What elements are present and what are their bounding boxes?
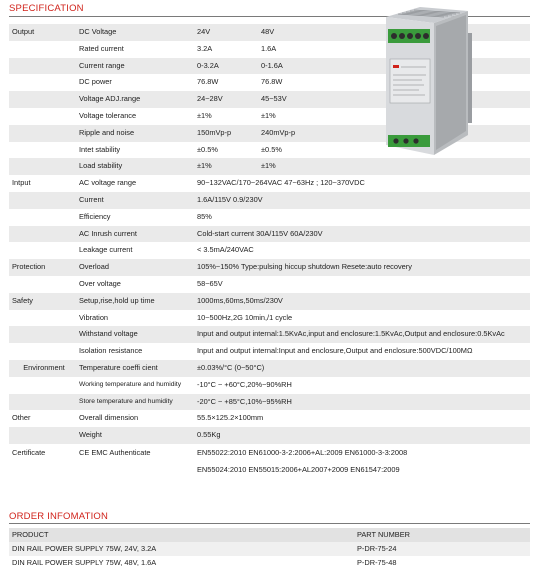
spec-parameter: Leakage current [79,245,133,255]
spec-value: Input and output internal:Input and enclosure,Output and enclosure:500VDC/100MΩ [197,346,473,356]
spec-row [9,259,530,276]
spec-value: EN55022:2010 EN61000-3-2:2006+AL:2009 EN61000-3-3:2008 [197,447,408,457]
spec-value-48v: 48V [261,27,275,36]
spec-value: Cold-start current 30A/115V 60A/230V [197,228,323,238]
spec-parameter: Weight [79,430,102,440]
order-header-part: PART NUMBER [357,530,410,539]
product-image [364,7,482,165]
order-part-number: P-DR-75-24 [357,544,397,553]
order-header-row [9,528,530,542]
din-rail-power-supply-photo [364,7,482,165]
spec-category: Output [12,27,35,36]
spec-row [9,175,530,192]
spec-value-24v: 24~28V [197,94,223,104]
order-header-product: PRODUCT [12,530,49,539]
spec-category: Other [12,413,31,423]
spec-parameter: Current range [79,60,125,70]
order-title: ORDER INFOMATION [9,511,109,522]
spec-value: 1000ms,60ms,50ms/230V [197,295,283,305]
spec-title: SPECIFICATION [9,3,84,14]
spec-category: Intput [12,178,31,188]
spec-parameter: Store temperature and humidity [79,397,173,405]
spec-value: 55.5×125.2×100mm [197,413,264,423]
spec-value-48v: 240mVp-p [261,127,296,137]
spec-value: 0.55Kg [197,430,221,440]
spec-category: Certificate [12,447,46,457]
spec-parameter: Voltage tolerance [79,110,137,120]
spec-value: 90~132VAC/170~264VAC 47~63Hz ; 120~370VDC [197,178,365,188]
spec-value-48v: 76.8W [261,77,283,87]
spec-value-24v: 3.2A [197,43,213,53]
spec-row [9,377,530,394]
spec-row [9,343,530,360]
spec-parameter: Current [79,194,104,204]
spec-value: 10~500Hz,2G 10min,/1 cycle [197,312,293,322]
spec-parameter: Voltage ADJ.range [79,94,141,104]
spec-row [9,293,530,310]
spec-row [9,394,530,411]
spec-row [9,209,530,226]
spec-value-24v: 24V [197,27,211,36]
spec-value-24v: ±0.5% [197,144,218,154]
spec-value-48v: ±0.5% [261,144,282,154]
order-divider [9,523,530,524]
spec-parameter: Load stability [79,161,123,171]
spec-parameter: Overall dimension [79,413,139,423]
spec-value-48v: 1.6A [261,43,277,53]
spec-row [9,276,530,293]
spec-value-24v: ±1% [197,110,212,120]
spec-category: Environment [23,362,65,372]
spec-category: Safety [12,295,33,305]
order-part-number: P-DR-75-48 [357,558,397,567]
spec-category: Protection [12,262,46,272]
spec-parameter: Vibration [79,312,109,322]
order-product: DIN RAIL POWER SUPPLY 75W, 48V, 1.6A [12,558,157,567]
spec-value-48v: ±1% [261,161,276,171]
spec-value: ±0.03%/°C (0~50°C) [197,362,265,372]
spec-value: 85% [197,211,212,221]
order-table [9,528,530,570]
spec-parameter: Over voltage [79,278,121,288]
spec-value: 105%~150% Type:pulsing hiccup shutdown Resete:auto recovery [197,262,412,272]
spec-row [9,226,530,243]
spec-value-48v: 45~53V [261,94,287,104]
spec-row-certificate [9,444,530,478]
spec-parameter: DC Voltage [79,27,117,36]
spec-parameter: Efficiency [79,211,111,221]
spec-row [9,360,530,377]
spec-parameter: Overload [79,262,109,272]
spec-parameter: Working temperature and humidity [79,380,182,388]
spec-value-48v: ±1% [261,110,276,120]
spec-value: -10°C ~ +60°C,20%~90%RH [197,379,292,389]
spec-row [9,326,530,343]
spec-row [9,242,530,259]
spec-value-48v: 0-1.6A [261,60,283,70]
spec-value-24v: 150mVp-p [197,127,232,137]
spec-row [9,310,530,327]
spec-value-24v: 76.8W [197,77,219,87]
spec-parameter: Isolation resistance [79,346,143,356]
spec-value-24v: 0-3.2A [197,60,219,70]
spec-row [9,410,530,427]
spec-parameter: AC voltage range [79,178,137,188]
spec-value: 1.6A/115V 0.9/230V [197,194,263,204]
spec-row [9,427,530,444]
spec-parameter: Ripple and noise [79,127,135,137]
spec-value: Input and output internal:1.5KvAc,input and enclosure:1.5KvAc,Output and enclosure:0.5KvAc [197,329,505,339]
order-product: DIN RAIL POWER SUPPLY 75W, 24V, 3.2A [12,544,157,553]
spec-value: -20°C ~ +85°C,10%~95%RH [197,396,292,406]
spec-parameter: DC power [79,77,112,87]
spec-parameter: Setup,rise,hold up time [79,295,155,305]
spec-value-line2: EN55024:2010 EN55015:2006+AL2007+2009 EN61547:2009 [197,464,400,474]
order-row [9,556,530,570]
spec-row [9,192,530,209]
spec-parameter: Rated current [79,43,124,53]
spec-value-24v: ±1% [197,161,212,171]
spec-parameter: CE EMC Authenticate [79,447,151,457]
spec-parameter: Intet stability [79,144,121,154]
spec-parameter: Withstand voltage [79,329,138,339]
spec-parameter: AC Inrush current [79,228,137,238]
order-row [9,542,530,556]
spec-value: < 3.5mA/240VAC [197,245,254,255]
spec-parameter: Temperature coeffi cient [79,362,158,372]
spec-value: 58~65V [197,278,223,288]
